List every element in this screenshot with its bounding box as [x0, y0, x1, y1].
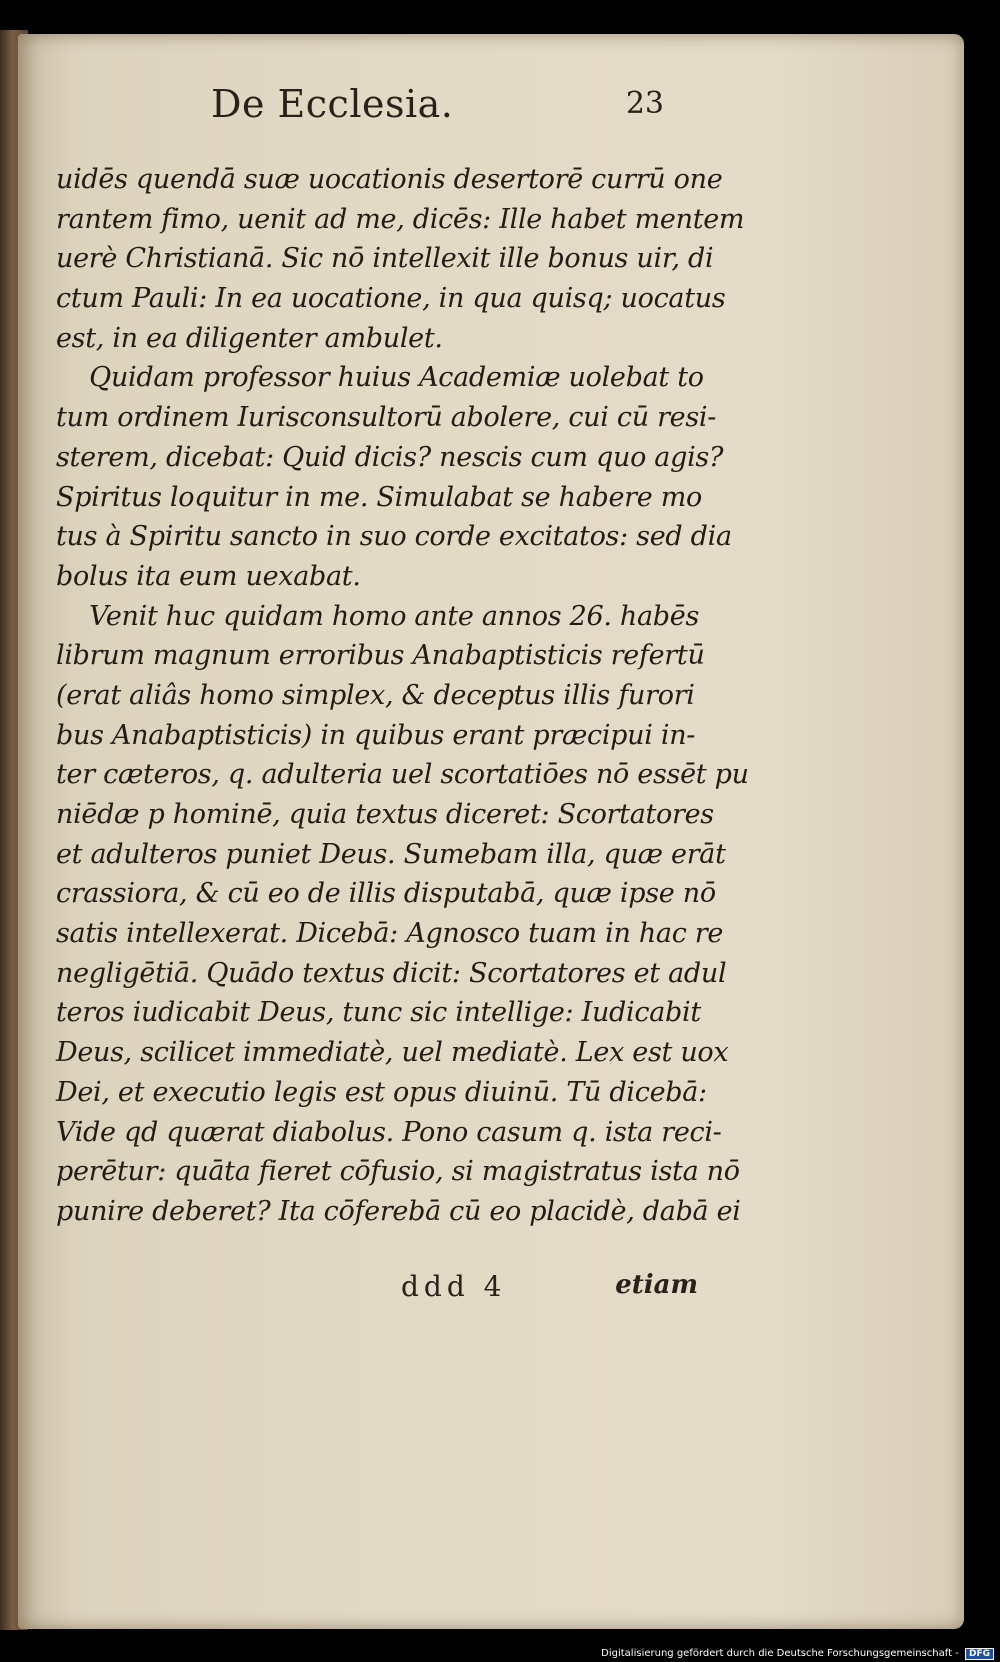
text-line: (erat aliâs homo simplex, & deceptus illis furori — [56, 679, 695, 711]
dfg-logo: DFG — [965, 1648, 994, 1660]
catchword: etiam — [615, 1270, 698, 1300]
text-line: Dei, et executio legis est opus diuinū. Tū dicebā: — [56, 1076, 707, 1108]
text-line: ctum Pauli: In ea uocatione, in qua quisq; uocatus — [56, 283, 726, 315]
text-line: niēdæ p hominē, quia textus diceret: Scortatores — [56, 799, 714, 830]
text-line: Spiritus loquitur in me. Simulabat se habere mo — [56, 481, 702, 513]
text-line: est, in ea diligenter ambulet. — [56, 322, 443, 354]
signature-mark: ddd 4 — [401, 1270, 507, 1303]
text-line: uidēs quendā suæ uocationis desertorē currū one — [56, 164, 723, 195]
text-line: Quidam professor huius Academiæ uolebat to — [56, 362, 704, 394]
text-line: satis intellexerat. Dicebā: Agnosco tuam in hac re — [56, 918, 724, 950]
page-footer — [36, 1270, 698, 1314]
digitization-credit — [601, 1648, 994, 1660]
text-line: punire deberet? Ita cōferebā cū eo placidè, dabā ei — [56, 1195, 741, 1227]
text-line: teros iudicabit Deus, tunc sic intellige: Iudicabit — [56, 997, 701, 1029]
text-line: Deus, scilicet immediatè, uel mediatè. Lex est uox — [56, 1037, 729, 1069]
text-line: crassiora, & cū eo de illis disputabā, quæ ipse nō — [56, 878, 716, 910]
text-line: bus Anabaptisticis) in quibus erant præcipui in- — [56, 719, 696, 751]
body-text — [56, 160, 749, 1232]
text-line: Vide qd quærat diabolus. Pono casum q. ista reci- — [56, 1116, 722, 1148]
text-line: ter cæteros, q. adulteria uel scortatiōes nō essēt pu — [56, 759, 749, 791]
text-line: Venit huc quidam homo ante annos 26. habēs — [56, 600, 700, 632]
text-line: et adulteros puniet Deus. Sumebam illa, quæ erāt — [56, 838, 726, 870]
text-line: rantem fimo, uenit ad me, dicēs: Ille habet mentem — [56, 203, 745, 235]
page-header — [36, 82, 664, 136]
text-line: tum ordinem Iurisconsultorū abolere, cui cū resi- — [56, 402, 717, 434]
text-line: uerè Christianā. Sic nō intellexit ille bonus uir, di — [56, 243, 714, 275]
page-number: 23 — [625, 86, 664, 121]
text-line: librum magnum erroribus Anabaptisticis refertū — [56, 640, 705, 672]
text-line: bolus ita eum uexabat. — [56, 560, 361, 592]
running-title: De Ecclesia. — [211, 82, 454, 126]
text-line: sterem, dicebat: Quid dicis? nescis cum quo agis? — [56, 441, 724, 473]
credit-text: Digitalisierung gefördert durch die Deutsche Forschungsgemeinschaft - — [601, 1648, 959, 1659]
text-line: perētur: quāta fieret cōfusio, si magistratus ista nō — [56, 1156, 740, 1188]
text-line: negligētiā. Quādo textus dicit: Scortatores et adul — [56, 957, 727, 989]
text-line: tus à Spiritu sancto in suo corde excitatos: sed dia — [56, 521, 732, 553]
